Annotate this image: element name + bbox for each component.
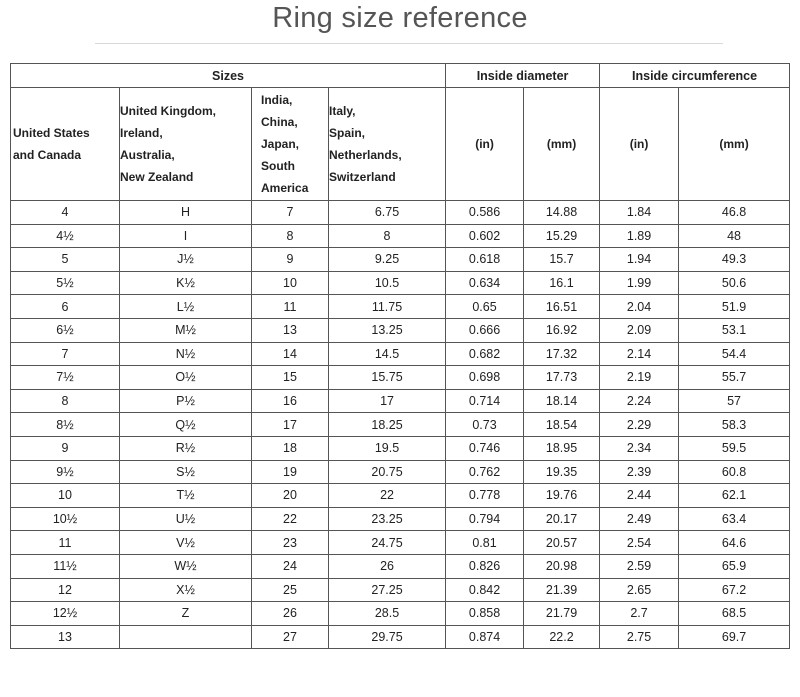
header-line: China, — [261, 115, 298, 129]
diameter-in-cell: 0.602 — [446, 224, 524, 248]
circumference-mm-cell: 51.9 — [679, 295, 790, 319]
circumference-in-cell: 1.89 — [600, 224, 679, 248]
column-header-row — [11, 88, 790, 201]
us-size-cell: 5 — [11, 248, 120, 272]
india-china-japan-header — [252, 88, 329, 201]
us-size-cell: 12½ — [11, 602, 120, 626]
diameter-in-cell: 0.618 — [446, 248, 524, 272]
diameter-inches-header: (in) — [446, 88, 524, 201]
india-size-cell: 24 — [252, 554, 329, 578]
us-canada-header — [11, 88, 120, 201]
italy-size-cell: 19.5 — [329, 436, 446, 460]
italy-size-cell: 20.75 — [329, 460, 446, 484]
circumference-in-cell: 2.34 — [600, 436, 679, 460]
circumference-mm-cell: 59.5 — [679, 436, 790, 460]
table-row — [11, 318, 790, 342]
table-row — [11, 460, 790, 484]
diameter-mm-cell: 19.35 — [524, 460, 600, 484]
italy-size-cell: 11.75 — [329, 295, 446, 319]
table-row — [11, 554, 790, 578]
circumference-in-cell: 1.84 — [600, 201, 679, 225]
diameter-mm-cell: 21.79 — [524, 602, 600, 626]
india-size-cell: 26 — [252, 602, 329, 626]
circumference-mm-cell: 50.6 — [679, 271, 790, 295]
uk-size-cell: Q½ — [120, 413, 252, 437]
uk-size-cell: H — [120, 201, 252, 225]
circumference-mm-cell: 62.1 — [679, 484, 790, 508]
diameter-in-cell: 0.826 — [446, 554, 524, 578]
table-row — [11, 578, 790, 602]
table-row — [11, 531, 790, 555]
diameter-mm-cell: 14.88 — [524, 201, 600, 225]
italy-size-cell: 9.25 — [329, 248, 446, 272]
us-size-cell: 4½ — [11, 224, 120, 248]
diameter-in-cell: 0.858 — [446, 602, 524, 626]
circumference-in-cell: 2.04 — [600, 295, 679, 319]
header-line: United Kingdom, — [120, 104, 216, 118]
us-size-cell: 6 — [11, 295, 120, 319]
diameter-mm-cell: 18.54 — [524, 413, 600, 437]
diameter-in-cell: 0.81 — [446, 531, 524, 555]
india-size-cell: 11 — [252, 295, 329, 319]
table-row — [11, 602, 790, 626]
us-size-cell: 11 — [11, 531, 120, 555]
circumference-in-cell: 2.39 — [600, 460, 679, 484]
italy-size-cell: 15.75 — [329, 366, 446, 390]
circumference-mm-cell: 46.8 — [679, 201, 790, 225]
us-size-cell: 5½ — [11, 271, 120, 295]
diameter-in-cell: 0.714 — [446, 389, 524, 413]
circumference-mm-cell: 64.6 — [679, 531, 790, 555]
uk-size-cell: R½ — [120, 436, 252, 460]
us-size-cell: 8½ — [11, 413, 120, 437]
italy-spain-header — [329, 88, 446, 201]
circumference-mm-cell: 67.2 — [679, 578, 790, 602]
diameter-in-cell: 0.874 — [446, 625, 524, 649]
italy-size-cell: 29.75 — [329, 625, 446, 649]
india-size-cell: 23 — [252, 531, 329, 555]
diameter-in-cell: 0.65 — [446, 295, 524, 319]
italy-size-cell: 10.5 — [329, 271, 446, 295]
circumference-mm-cell: 69.7 — [679, 625, 790, 649]
india-size-cell: 15 — [252, 366, 329, 390]
circumference-mm-cell: 54.4 — [679, 342, 790, 366]
circumference-mm-cell: 58.3 — [679, 413, 790, 437]
us-size-cell: 7½ — [11, 366, 120, 390]
circumference-mm-cell: 53.1 — [679, 318, 790, 342]
diameter-in-cell: 0.682 — [446, 342, 524, 366]
us-size-cell: 9 — [11, 436, 120, 460]
us-size-cell: 8 — [11, 389, 120, 413]
diameter-mm-header: (mm) — [524, 88, 600, 201]
us-size-cell: 10 — [11, 484, 120, 508]
uk-size-cell: J½ — [120, 248, 252, 272]
circumference-in-cell: 2.7 — [600, 602, 679, 626]
circumference-mm-cell: 65.9 — [679, 554, 790, 578]
india-size-cell: 10 — [252, 271, 329, 295]
uk-size-cell: L½ — [120, 295, 252, 319]
diameter-in-cell: 0.73 — [446, 413, 524, 437]
circumference-in-cell: 2.49 — [600, 507, 679, 531]
diameter-in-cell: 0.778 — [446, 484, 524, 508]
india-size-cell: 17 — [252, 413, 329, 437]
diameter-mm-cell: 15.29 — [524, 224, 600, 248]
diameter-mm-cell: 16.1 — [524, 271, 600, 295]
diameter-in-cell: 0.746 — [446, 436, 524, 460]
india-size-cell: 13 — [252, 318, 329, 342]
circumference-mm-cell: 60.8 — [679, 460, 790, 484]
india-size-cell: 25 — [252, 578, 329, 602]
header-line: Australia, — [120, 148, 175, 162]
diameter-in-cell: 0.586 — [446, 201, 524, 225]
italy-size-cell: 28.5 — [329, 602, 446, 626]
table-row — [11, 389, 790, 413]
diameter-mm-cell: 16.92 — [524, 318, 600, 342]
header-line: Japan, — [261, 137, 300, 151]
uk-size-cell: V½ — [120, 531, 252, 555]
us-size-cell: 7 — [11, 342, 120, 366]
diameter-in-cell: 0.634 — [446, 271, 524, 295]
diameter-in-cell: 0.842 — [446, 578, 524, 602]
us-size-cell: 4 — [11, 201, 120, 225]
table-row — [11, 295, 790, 319]
diameter-in-cell: 0.666 — [446, 318, 524, 342]
diameter-in-cell: 0.794 — [446, 507, 524, 531]
diameter-mm-cell: 18.14 — [524, 389, 600, 413]
india-size-cell: 16 — [252, 389, 329, 413]
diameter-mm-cell: 19.76 — [524, 484, 600, 508]
diameter-mm-cell: 20.17 — [524, 507, 600, 531]
india-size-cell: 22 — [252, 507, 329, 531]
circumference-in-cell: 2.59 — [600, 554, 679, 578]
inside-diameter-group-header: Inside diameter — [446, 64, 600, 88]
circumference-in-cell: 2.29 — [600, 413, 679, 437]
diameter-mm-cell: 16.51 — [524, 295, 600, 319]
italy-size-cell: 13.25 — [329, 318, 446, 342]
italy-size-cell: 23.25 — [329, 507, 446, 531]
diameter-mm-cell: 20.98 — [524, 554, 600, 578]
italy-size-cell: 8 — [329, 224, 446, 248]
diameter-mm-cell: 22.2 — [524, 625, 600, 649]
diameter-mm-cell: 15.7 — [524, 248, 600, 272]
uk-size-cell: Z — [120, 602, 252, 626]
header-line: Italy, — [329, 104, 356, 118]
uk-size-cell: N½ — [120, 342, 252, 366]
circumference-inches-header: (in) — [600, 88, 679, 201]
us-size-cell: 12 — [11, 578, 120, 602]
italy-size-cell: 6.75 — [329, 201, 446, 225]
india-size-cell: 27 — [252, 625, 329, 649]
circumference-mm-cell: 63.4 — [679, 507, 790, 531]
ring-size-table — [10, 63, 790, 649]
us-size-cell: 9½ — [11, 460, 120, 484]
header-line: United States — [13, 126, 90, 140]
circumference-in-cell: 2.75 — [600, 625, 679, 649]
uk-size-cell: P½ — [120, 389, 252, 413]
diameter-in-cell: 0.762 — [446, 460, 524, 484]
uk-header — [120, 88, 252, 201]
uk-size-cell: T½ — [120, 484, 252, 508]
circumference-in-cell: 2.19 — [600, 366, 679, 390]
group-header-row — [11, 64, 790, 88]
diameter-mm-cell: 17.32 — [524, 342, 600, 366]
italy-size-cell: 27.25 — [329, 578, 446, 602]
circumference-in-cell: 2.24 — [600, 389, 679, 413]
inside-circumference-group-header: Inside circumference — [600, 64, 790, 88]
us-size-cell: 10½ — [11, 507, 120, 531]
uk-size-cell: M½ — [120, 318, 252, 342]
page-title: Ring size reference — [272, 2, 528, 34]
table-row — [11, 507, 790, 531]
uk-size-cell: O½ — [120, 366, 252, 390]
italy-size-cell: 18.25 — [329, 413, 446, 437]
header-line: Ireland, — [120, 126, 163, 140]
diameter-mm-cell: 18.95 — [524, 436, 600, 460]
header-line: India, — [261, 93, 293, 107]
circumference-mm-cell: 49.3 — [679, 248, 790, 272]
circumference-in-cell: 2.14 — [600, 342, 679, 366]
uk-size-cell: S½ — [120, 460, 252, 484]
circumference-mm-cell: 68.5 — [679, 602, 790, 626]
uk-size-cell: U½ — [120, 507, 252, 531]
circumference-in-cell: 2.54 — [600, 531, 679, 555]
header-line: New Zealand — [120, 170, 194, 184]
diameter-mm-cell: 20.57 — [524, 531, 600, 555]
table-row — [11, 248, 790, 272]
header-line: America — [261, 181, 309, 195]
circumference-in-cell: 2.44 — [600, 484, 679, 508]
table-row — [11, 224, 790, 248]
table-row — [11, 366, 790, 390]
uk-size-cell: W½ — [120, 554, 252, 578]
header-line: Spain, — [329, 126, 366, 140]
uk-size-cell: X½ — [120, 578, 252, 602]
header-line: Netherlands, — [329, 148, 402, 162]
diameter-mm-cell: 21.39 — [524, 578, 600, 602]
india-size-cell: 7 — [252, 201, 329, 225]
us-size-cell: 11½ — [11, 554, 120, 578]
us-size-cell: 13 — [11, 625, 120, 649]
header-line: Switzerland — [329, 170, 396, 184]
table-row — [11, 484, 790, 508]
circumference-mm-cell: 57 — [679, 389, 790, 413]
circumference-in-cell: 2.09 — [600, 318, 679, 342]
circumference-mm-cell: 48 — [679, 224, 790, 248]
italy-size-cell: 17 — [329, 389, 446, 413]
table-row — [11, 201, 790, 225]
india-size-cell: 14 — [252, 342, 329, 366]
uk-size-cell: K½ — [120, 271, 252, 295]
uk-size-cell — [120, 625, 252, 649]
india-size-cell: 18 — [252, 436, 329, 460]
title-divider — [95, 43, 723, 44]
us-size-cell: 6½ — [11, 318, 120, 342]
circumference-mm-header: (mm) — [679, 88, 790, 201]
ring-size-rows — [11, 201, 790, 649]
sizes-group-header: Sizes — [11, 64, 446, 88]
india-size-cell: 19 — [252, 460, 329, 484]
table-row — [11, 413, 790, 437]
table-row — [11, 271, 790, 295]
india-size-cell: 20 — [252, 484, 329, 508]
italy-size-cell: 26 — [329, 554, 446, 578]
header-line: and Canada — [13, 148, 82, 162]
diameter-mm-cell: 17.73 — [524, 366, 600, 390]
header-line: South — [261, 159, 295, 173]
table-row — [11, 625, 790, 649]
diameter-in-cell: 0.698 — [446, 366, 524, 390]
uk-size-cell: I — [120, 224, 252, 248]
italy-size-cell: 14.5 — [329, 342, 446, 366]
india-size-cell: 8 — [252, 224, 329, 248]
table-row — [11, 342, 790, 366]
italy-size-cell: 22 — [329, 484, 446, 508]
circumference-in-cell: 2.65 — [600, 578, 679, 602]
italy-size-cell: 24.75 — [329, 531, 446, 555]
circumference-in-cell: 1.94 — [600, 248, 679, 272]
table-row — [11, 436, 790, 460]
circumference-mm-cell: 55.7 — [679, 366, 790, 390]
india-size-cell: 9 — [252, 248, 329, 272]
circumference-in-cell: 1.99 — [600, 271, 679, 295]
